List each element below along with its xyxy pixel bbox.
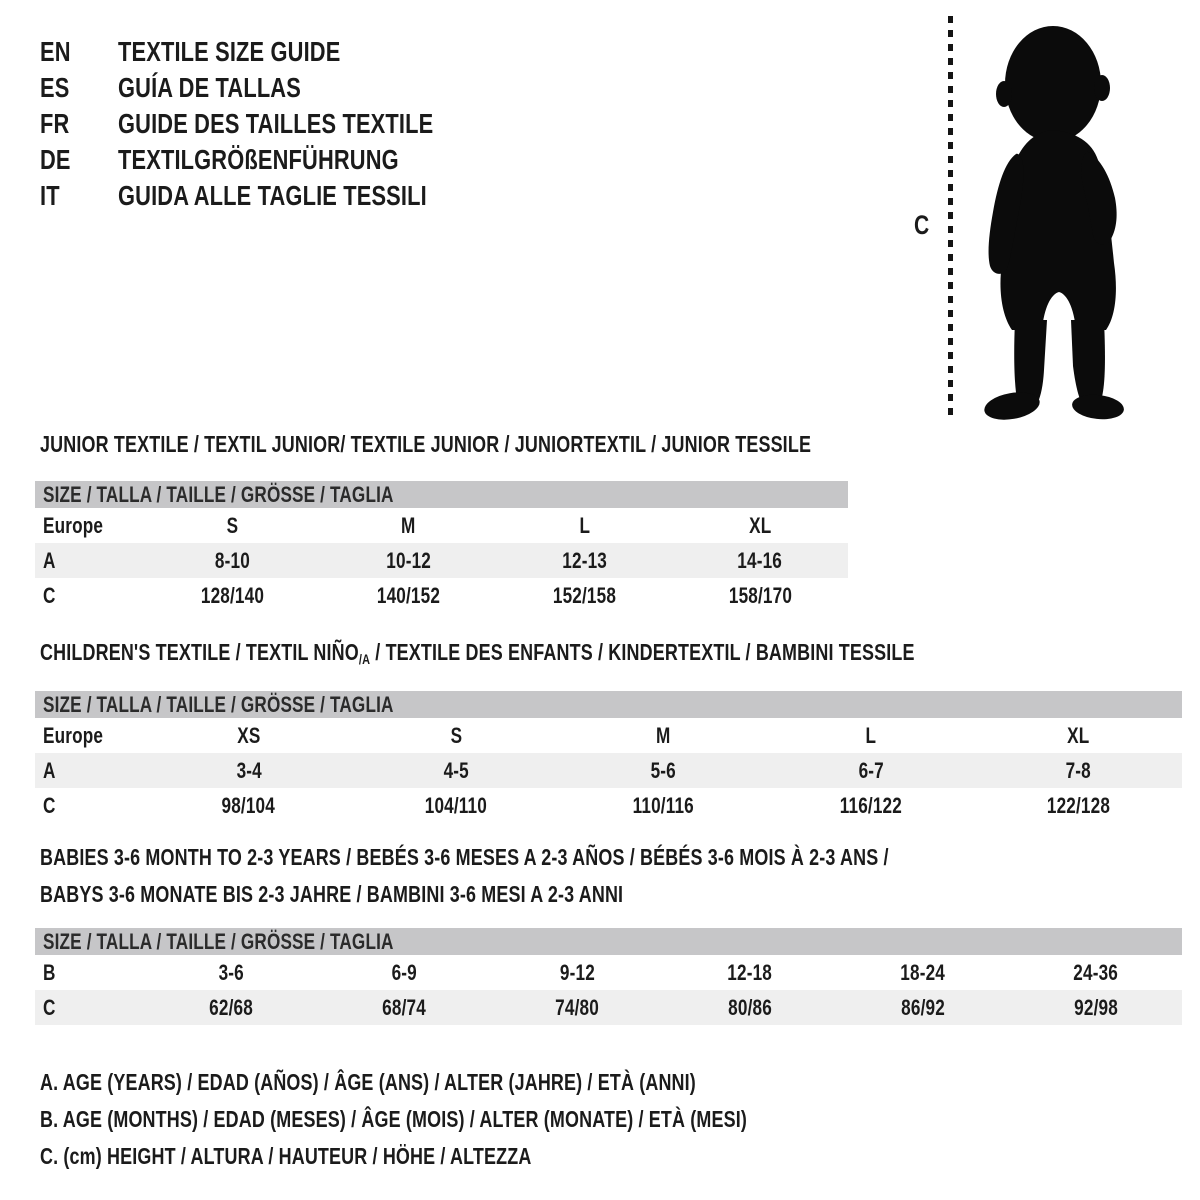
lang-title: GUÍA DE TALLAS bbox=[118, 72, 301, 103]
babies-size-table bbox=[35, 928, 1182, 1025]
lang-title: GUIDE DES TAILLES TEXTILE bbox=[118, 108, 434, 139]
junior-size-table bbox=[35, 481, 848, 613]
table-row-height bbox=[35, 788, 1182, 823]
lang-title: GUIDA ALLE TAGLIE TESSILI bbox=[118, 180, 427, 211]
size-header-bar: SIZE / TALLA / TAILLE / GRÖSSE / TAGLIA bbox=[35, 481, 848, 508]
age-cell: 12-13 bbox=[562, 547, 607, 573]
height-cell: 62/68 bbox=[209, 994, 254, 1020]
height-cell: 86/92 bbox=[900, 994, 945, 1020]
height-cell: 140/152 bbox=[377, 582, 441, 608]
height-cell: 110/116 bbox=[632, 792, 695, 818]
legend-age-years: A. AGE (YEARS) / EDAD (AÑOS) / ÂGE (ANS) / ALTER (JAHRE) / ETÀ (ANNI) bbox=[40, 1069, 696, 1095]
height-cell: 104/110 bbox=[425, 792, 488, 818]
toddler-silhouette-icon bbox=[960, 18, 1144, 420]
row-label: B bbox=[43, 959, 56, 985]
height-cell: 122/128 bbox=[1046, 792, 1110, 818]
row-label: C bbox=[43, 792, 56, 818]
age-cell: 5-6 bbox=[650, 757, 677, 783]
age-cell: 3-4 bbox=[236, 757, 262, 783]
table-row-height bbox=[35, 990, 1182, 1025]
age-cell: 3-6 bbox=[218, 959, 245, 985]
legend-age-months: B. AGE (MONTHS) / EDAD (MESES) / ÂGE (MOIS) / ALTER (MONATE) / ETÀ (MESI) bbox=[40, 1106, 748, 1132]
lang-code: EN bbox=[40, 36, 71, 67]
height-dashed-line bbox=[948, 16, 953, 416]
age-cell: 6-9 bbox=[391, 959, 417, 985]
age-cell: 12-18 bbox=[727, 959, 773, 985]
height-c-label: C bbox=[914, 210, 930, 240]
lang-title: TEXTILE SIZE GUIDE bbox=[118, 36, 341, 67]
size-cell: S bbox=[227, 512, 239, 538]
height-cell: 116/122 bbox=[839, 792, 903, 818]
height-cell: 92/98 bbox=[1073, 994, 1118, 1020]
legend-height-cm: C. (cm) HEIGHT / ALTURA / HAUTEUR / HÖHE / ALTEZZA bbox=[40, 1143, 532, 1169]
size-cell: XS bbox=[237, 722, 261, 748]
row-label: C bbox=[43, 994, 56, 1020]
row-label: A bbox=[43, 757, 56, 783]
size-cell: L bbox=[865, 722, 877, 748]
lang-title: TEXTILGRÖßENFÜHRUNG bbox=[118, 144, 399, 175]
age-cell: 18-24 bbox=[900, 959, 946, 985]
babies-section-title-line2: BABYS 3-6 MONATE BIS 2-3 JAHRE / BAMBINI 3-6 MESI A 2-3 ANNI bbox=[40, 881, 624, 907]
age-cell: 7-8 bbox=[1065, 757, 1091, 783]
height-cell: 74/80 bbox=[555, 994, 599, 1020]
junior-section-title: JUNIOR TEXTILE / TEXTIL JUNIOR/ TEXTILE JUNIOR / JUNIORTEXTIL / JUNIOR TESSILE bbox=[40, 431, 812, 457]
row-label: Europe bbox=[43, 512, 104, 538]
table-row-europe bbox=[35, 508, 848, 543]
lang-code: DE bbox=[40, 144, 71, 175]
size-header-bar: SIZE / TALLA / TAILLE / GRÖSSE / TAGLIA bbox=[35, 928, 1182, 955]
height-cell: 128/140 bbox=[201, 582, 265, 608]
nino-a-subscript: /A bbox=[358, 651, 371, 667]
table-row-europe bbox=[35, 718, 1182, 753]
age-cell: 8-10 bbox=[215, 547, 251, 573]
size-header-bar: SIZE / TALLA / TAILLE / GRÖSSE / TAGLIA bbox=[35, 691, 1182, 718]
row-label: Europe bbox=[43, 722, 104, 748]
age-cell: 24-36 bbox=[1073, 959, 1118, 985]
size-cell: M bbox=[656, 722, 671, 748]
children-size-table bbox=[35, 691, 1182, 823]
height-cell: 152/158 bbox=[552, 582, 616, 608]
height-cell: 80/86 bbox=[728, 994, 772, 1020]
age-cell: 4-5 bbox=[443, 757, 469, 783]
size-cell: L bbox=[579, 512, 590, 538]
age-cell: 14-16 bbox=[737, 547, 783, 573]
age-cell: 10-12 bbox=[386, 547, 431, 573]
row-label: C bbox=[43, 582, 56, 608]
age-cell: 6-7 bbox=[858, 757, 884, 783]
table-row-height bbox=[35, 578, 848, 613]
lang-code: FR bbox=[40, 108, 70, 139]
babies-section-title-line1: BABIES 3-6 MONTH TO 2-3 YEARS / BEBÉS 3-6 MESES A 2-3 AÑOS / BÉBÉS 3-6 MOIS À 2-3 ANS / bbox=[40, 844, 889, 870]
size-cell: XL bbox=[748, 512, 772, 538]
height-cell: 68/74 bbox=[382, 994, 427, 1020]
table-row-age-months bbox=[35, 955, 1182, 990]
children-section-title: CHILDREN'S TEXTILE / TEXTIL NIÑO/A / TEXTILE DES ENFANTS / KINDERTEXTIL / BAMBINI TESSILE bbox=[40, 639, 915, 667]
lang-code: ES bbox=[40, 72, 70, 103]
age-cell: 9-12 bbox=[559, 959, 595, 985]
table-row-age bbox=[35, 753, 1182, 788]
row-label: A bbox=[43, 547, 56, 573]
table-row-age bbox=[35, 543, 848, 578]
lang-code: IT bbox=[40, 180, 60, 211]
height-cell: 158/170 bbox=[728, 582, 792, 608]
size-cell: M bbox=[401, 512, 416, 538]
size-cell: XL bbox=[1067, 722, 1090, 748]
size-cell: S bbox=[450, 722, 462, 748]
height-cell: 98/104 bbox=[221, 792, 276, 818]
